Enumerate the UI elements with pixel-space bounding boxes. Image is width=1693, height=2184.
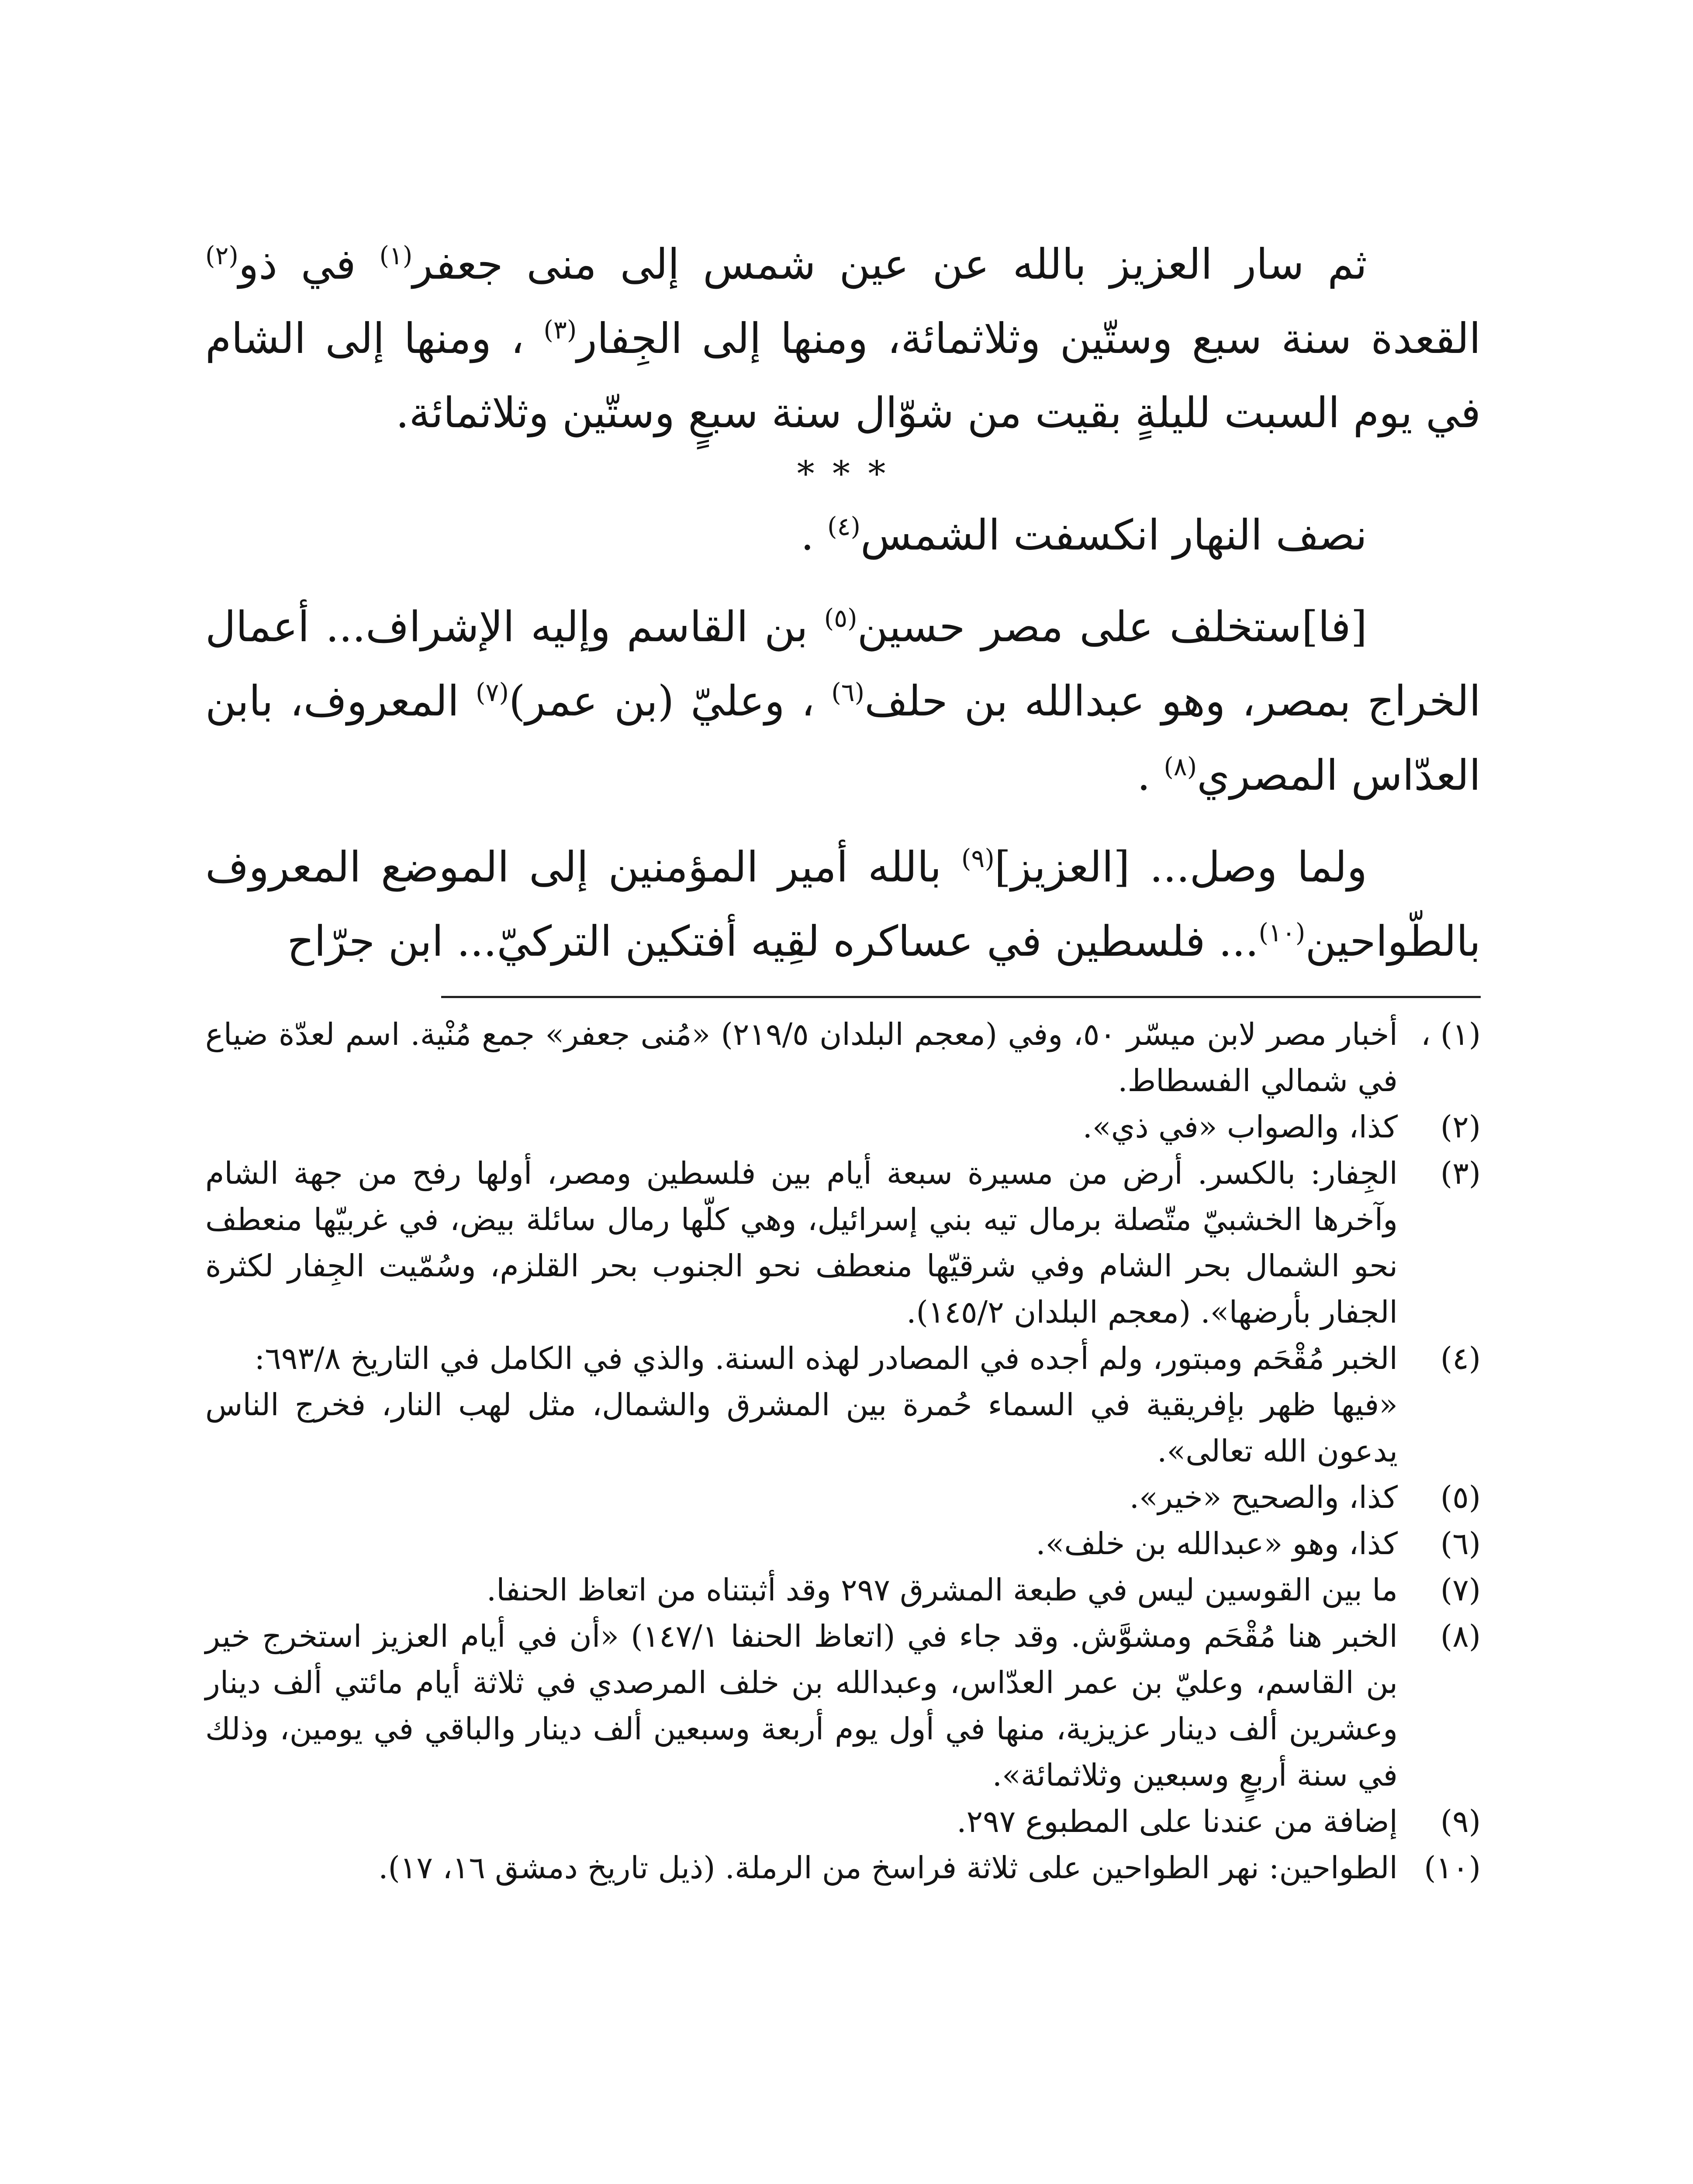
footnote-line: الخبر هنا مُقْحَم ومشوَّش. وقد جاء في (اتعاظ الحنفا ١٤٧/١) «أن في أيام العزيز استخرج خير بن القاسم، وعليّ بن عمر العدّاس، وعبدالله بن خلف المرصدي في ثلاثة أيام مائتي ألف دينار وعشرين ألف دينار عزيزية، منها في أول يوم أربعة وسبعين ألف دينار والباقي في يومين، وذلك في سنة أربعٍ وسبعين وثلاثمائة».	[205, 1618, 1398, 1793]
footnote-ref-7[interactable]: (٧)	[476, 678, 509, 707]
paragraph-1: ثم سار العزيز بالله عن عين شمس إلى منى جعفر$^{(١)}$ في ذو$^{(٢)}$ القعدة سنة سبع وستّين وثلاثمائة، ومنها إلى الجِفار$^{(٣)}$ ، ومنها إلى الشام في يوم السبت لليلةٍ بقيت من شوّال سنة سبعٍ وستّين وثلاثمائة.	[205, 240, 1481, 437]
footnote-number: (٦)	[1440, 1526, 1481, 1562]
footnote-line: ما بين القوسين ليس في طبعة المشرق ٢٩٧ وقد أثبتناه من اتعاظ الحنفا.	[486, 1572, 1398, 1608]
footnote-number: (١٠)	[1424, 1850, 1481, 1886]
footnote-text	[205, 1613, 1398, 1798]
footnote-line: كذا، والصواب «في ذي».	[1082, 1109, 1398, 1145]
footnotes	[205, 1011, 1481, 1891]
footnote-1	[205, 1011, 1481, 1104]
footnote-divider	[441, 996, 1481, 998]
footnote-number: (٢)	[1440, 1109, 1481, 1145]
footnote-text	[205, 1150, 1398, 1335]
footnote-ref-6[interactable]: (٦)	[831, 678, 865, 707]
footnote-text	[205, 1845, 1398, 1891]
footnote-text	[205, 1335, 1398, 1474]
footnote-number: (٨)	[1440, 1618, 1481, 1654]
footnote-text	[205, 1104, 1398, 1150]
paragraph-4: ولما وصل... [العزيز]$^{(٩)}$ بالله أمير المؤمنين إلى الموضع المعروف بالطّواحين$^{(١٠)}$... فلسطين في عساكره لقِيه أفتكين التركيّ... ابن جرّاح	[205, 843, 1481, 966]
footnote-6	[205, 1521, 1481, 1567]
footnote-number: (٣)	[1440, 1155, 1481, 1191]
footnote-ref-2[interactable]: (٢)	[205, 241, 238, 270]
footnote-text	[205, 1521, 1398, 1567]
footnote-line: «فيها ظهر بإفريقية في السماء حُمرة بين المشرق والشمال، مثل لهب النار، فخرج الناس يدعون الله تعالى».	[205, 1387, 1398, 1469]
page	[205, 227, 1481, 2184]
footnote-line: الطواحين: نهر الطواحين على ثلاثة فراسخ من الرملة. (ذيل تاريخ دمشق ١٦، ١٧).	[378, 1850, 1398, 1886]
footnote-number: (١) ،	[1420, 1016, 1481, 1052]
footnote-line: الخبر مُقْحَم ومبتور، ولم أجده في المصادر لهذه السنة. والذي في الكامل في التاريخ ٦٩٣/٨:	[254, 1341, 1398, 1376]
footnote-text	[205, 1474, 1398, 1521]
footnote-ref-3[interactable]: (٣)	[543, 315, 577, 345]
footnote-3	[205, 1150, 1481, 1335]
footnote-number: (٩)	[1440, 1804, 1481, 1839]
footnote-text	[205, 1011, 1398, 1104]
main-text	[205, 227, 1481, 978]
footnote-number: (٤)	[1440, 1341, 1481, 1376]
footnote-line: الجِفار: بالكسر. أرض من مسيرة سبعة أيام بين فلسطين ومصر، أولها رفح من جهة الشام وآخرها الخشبيّ متّصلة برمال تيه بني إسرائيل، وهي كلّها رمال سائلة بيض، في غربيّها منعطف نحو الشمال بحر الشام وفي شرقيّها منعطف نحو الجنوب بحر القلزم، وسُمّيت الجِفار لكثرة الجفار بأرضها». (معجم البلدان ١٤٥/٢).	[205, 1155, 1398, 1330]
footnote-ref-5[interactable]: (٥)	[824, 604, 857, 633]
footnote-ref-8[interactable]: (٨)	[1164, 752, 1197, 781]
paragraph-3: [فا]ستخلف على مصر حسين$^{(٥)}$ بن القاسم وإليه الإشراف... أعمال الخراج بمصر، وهو عبدالله بن حلف$^{(٦)}$ ، وعليّ (بن عمر)$^{(٧)}$ المعروف، بابن العدّاس المصري$^{(٨)}$ .	[205, 602, 1481, 800]
footnote-5	[205, 1474, 1481, 1521]
footnote-number: (٥)	[1440, 1479, 1481, 1515]
section-separator: * * *	[797, 453, 889, 494]
footnote-text	[205, 1798, 1398, 1845]
footnote-9	[205, 1798, 1481, 1845]
footnote-4	[205, 1335, 1481, 1474]
footnote-line: أخبار مصر لابن ميسّر ٥٠، وفي (معجم البلدان ٢١٩/٥) «مُنى جعفر» جمع مُنْية. اسم لعدّة ضياع في شمالي الفسطاط.	[205, 1016, 1398, 1099]
footnote-2	[205, 1104, 1481, 1150]
footnote-10	[205, 1845, 1481, 1891]
footnote-ref-1[interactable]: (١)	[379, 241, 413, 270]
footnote-7	[205, 1567, 1481, 1613]
footnote-ref-9[interactable]: (٩)	[961, 844, 995, 873]
footnote-ref-4[interactable]: (٤)	[827, 512, 861, 541]
footnote-text	[205, 1567, 1398, 1613]
paragraph-2: نصف النهار انكسفت الشمس$^{(٤)}$ .	[801, 511, 1367, 560]
footnote-8	[205, 1613, 1481, 1798]
footnote-ref-10[interactable]: (١٠)	[1258, 918, 1306, 947]
footnote-line: كذا، والصحيح «خير».	[1129, 1479, 1398, 1515]
footnote-line: إضافة من عندنا على المطبوع ٢٩٧.	[957, 1804, 1398, 1839]
footnote-line: كذا، وهو «عبدالله بن خلف».	[1036, 1526, 1398, 1562]
footnote-number: (٧)	[1440, 1572, 1481, 1608]
